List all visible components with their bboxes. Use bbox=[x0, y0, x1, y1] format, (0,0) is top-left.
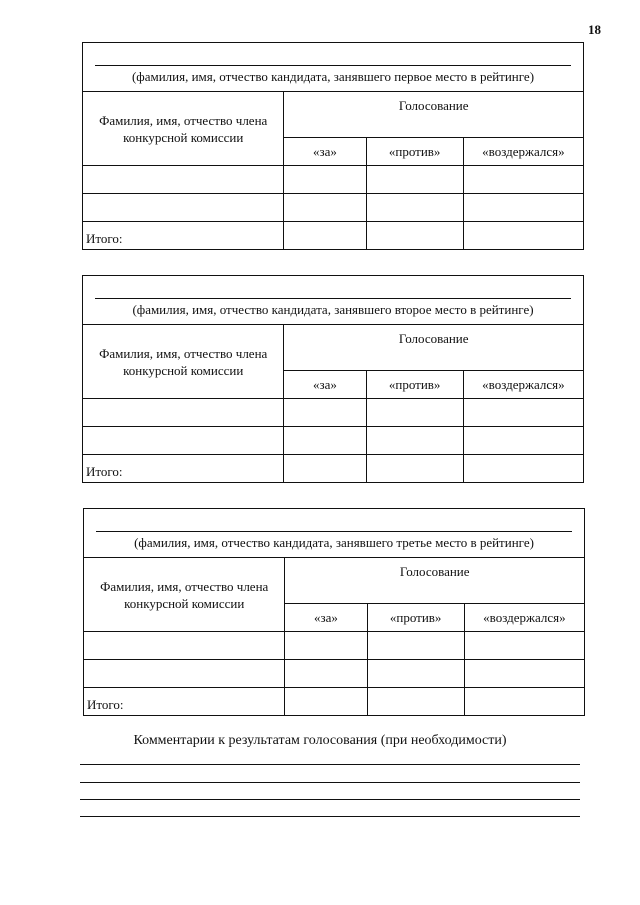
comment-line[interactable] bbox=[80, 799, 580, 800]
comment-line[interactable] bbox=[80, 782, 580, 783]
candidate-name-field[interactable] bbox=[84, 509, 585, 558]
total-label: Итого: bbox=[84, 688, 285, 716]
total-cell[interactable] bbox=[464, 688, 584, 716]
vote-cell[interactable] bbox=[285, 632, 367, 660]
candidate-caption: (фамилия, имя, отчество кандидата, занявшего первое место в рейтинге) bbox=[131, 69, 535, 84]
option-for: «за» bbox=[284, 371, 366, 399]
member-name-cell[interactable] bbox=[84, 660, 285, 688]
total-cell[interactable] bbox=[463, 455, 583, 483]
vote-cell[interactable] bbox=[463, 194, 583, 222]
vote-cell[interactable] bbox=[463, 399, 583, 427]
vote-cell[interactable] bbox=[366, 194, 463, 222]
vote-cell[interactable] bbox=[366, 166, 463, 194]
total-cell[interactable] bbox=[463, 222, 583, 250]
candidate-name-field[interactable] bbox=[83, 276, 584, 325]
voting-header: Голосование bbox=[284, 325, 584, 371]
member-name-cell[interactable] bbox=[84, 632, 285, 660]
total-label: Итого: bbox=[83, 455, 284, 483]
voting-header: Голосование bbox=[285, 558, 585, 604]
table-row bbox=[83, 427, 584, 455]
total-row bbox=[84, 688, 585, 716]
table-row bbox=[84, 632, 585, 660]
vote-cell[interactable] bbox=[463, 166, 583, 194]
voting-table-first-place bbox=[82, 42, 584, 250]
option-abstain: «воздержался» bbox=[463, 138, 583, 166]
comment-line[interactable] bbox=[80, 816, 580, 817]
option-for: «за» bbox=[284, 138, 366, 166]
total-row bbox=[83, 455, 584, 483]
candidate-name-field[interactable] bbox=[83, 43, 584, 92]
voting-table-third-place bbox=[83, 508, 585, 716]
option-against: «против» bbox=[366, 138, 463, 166]
candidate-name-line bbox=[96, 531, 572, 532]
vote-cell[interactable] bbox=[464, 632, 584, 660]
member-name-cell[interactable] bbox=[83, 194, 284, 222]
vote-cell[interactable] bbox=[464, 660, 584, 688]
total-cell[interactable] bbox=[366, 222, 463, 250]
vote-cell[interactable] bbox=[284, 399, 366, 427]
comment-line[interactable] bbox=[80, 764, 580, 765]
member-name-cell[interactable] bbox=[83, 166, 284, 194]
vote-cell[interactable] bbox=[284, 427, 366, 455]
member-name-header: Фамилия, имя, отчество члена конкурсной комиссии bbox=[84, 558, 285, 632]
table-row bbox=[83, 194, 584, 222]
vote-cell[interactable] bbox=[284, 194, 366, 222]
candidate-caption: (фамилия, имя, отчество кандидата, занявшего второе место в рейтинге) bbox=[132, 302, 534, 317]
voting-table-second-place bbox=[82, 275, 584, 483]
total-cell[interactable] bbox=[284, 455, 366, 483]
table-row bbox=[83, 166, 584, 194]
vote-cell[interactable] bbox=[366, 427, 463, 455]
option-abstain: «воздержался» bbox=[463, 371, 583, 399]
option-abstain: «воздержался» bbox=[464, 604, 584, 632]
option-against: «против» bbox=[367, 604, 464, 632]
vote-cell[interactable] bbox=[285, 660, 367, 688]
candidate-caption: (фамилия, имя, отчество кандидата, занявшего третье место в рейтинге) bbox=[134, 535, 534, 550]
member-name-header: Фамилия, имя, отчество члена конкурсной комиссии bbox=[83, 92, 284, 166]
member-name-cell[interactable] bbox=[83, 427, 284, 455]
total-cell[interactable] bbox=[284, 222, 366, 250]
vote-cell[interactable] bbox=[284, 166, 366, 194]
vote-cell[interactable] bbox=[366, 399, 463, 427]
candidate-name-line bbox=[95, 298, 571, 299]
table-row bbox=[84, 660, 585, 688]
comments-title: Комментарии к результатам голосования (при необходимости) bbox=[133, 733, 507, 748]
vote-cell[interactable] bbox=[367, 660, 464, 688]
page-number: 18 bbox=[588, 22, 601, 37]
member-name-cell[interactable] bbox=[83, 399, 284, 427]
total-cell[interactable] bbox=[367, 688, 464, 716]
candidate-name-line bbox=[95, 65, 571, 66]
option-for: «за» bbox=[285, 604, 367, 632]
total-cell[interactable] bbox=[285, 688, 367, 716]
table-row bbox=[83, 399, 584, 427]
member-name-header: Фамилия, имя, отчество члена конкурсной комиссии bbox=[83, 325, 284, 399]
total-row bbox=[83, 222, 584, 250]
total-label: Итого: bbox=[83, 222, 284, 250]
vote-cell[interactable] bbox=[367, 632, 464, 660]
voting-header: Голосование bbox=[284, 92, 584, 138]
option-against: «против» bbox=[366, 371, 463, 399]
total-cell[interactable] bbox=[366, 455, 463, 483]
vote-cell[interactable] bbox=[463, 427, 583, 455]
